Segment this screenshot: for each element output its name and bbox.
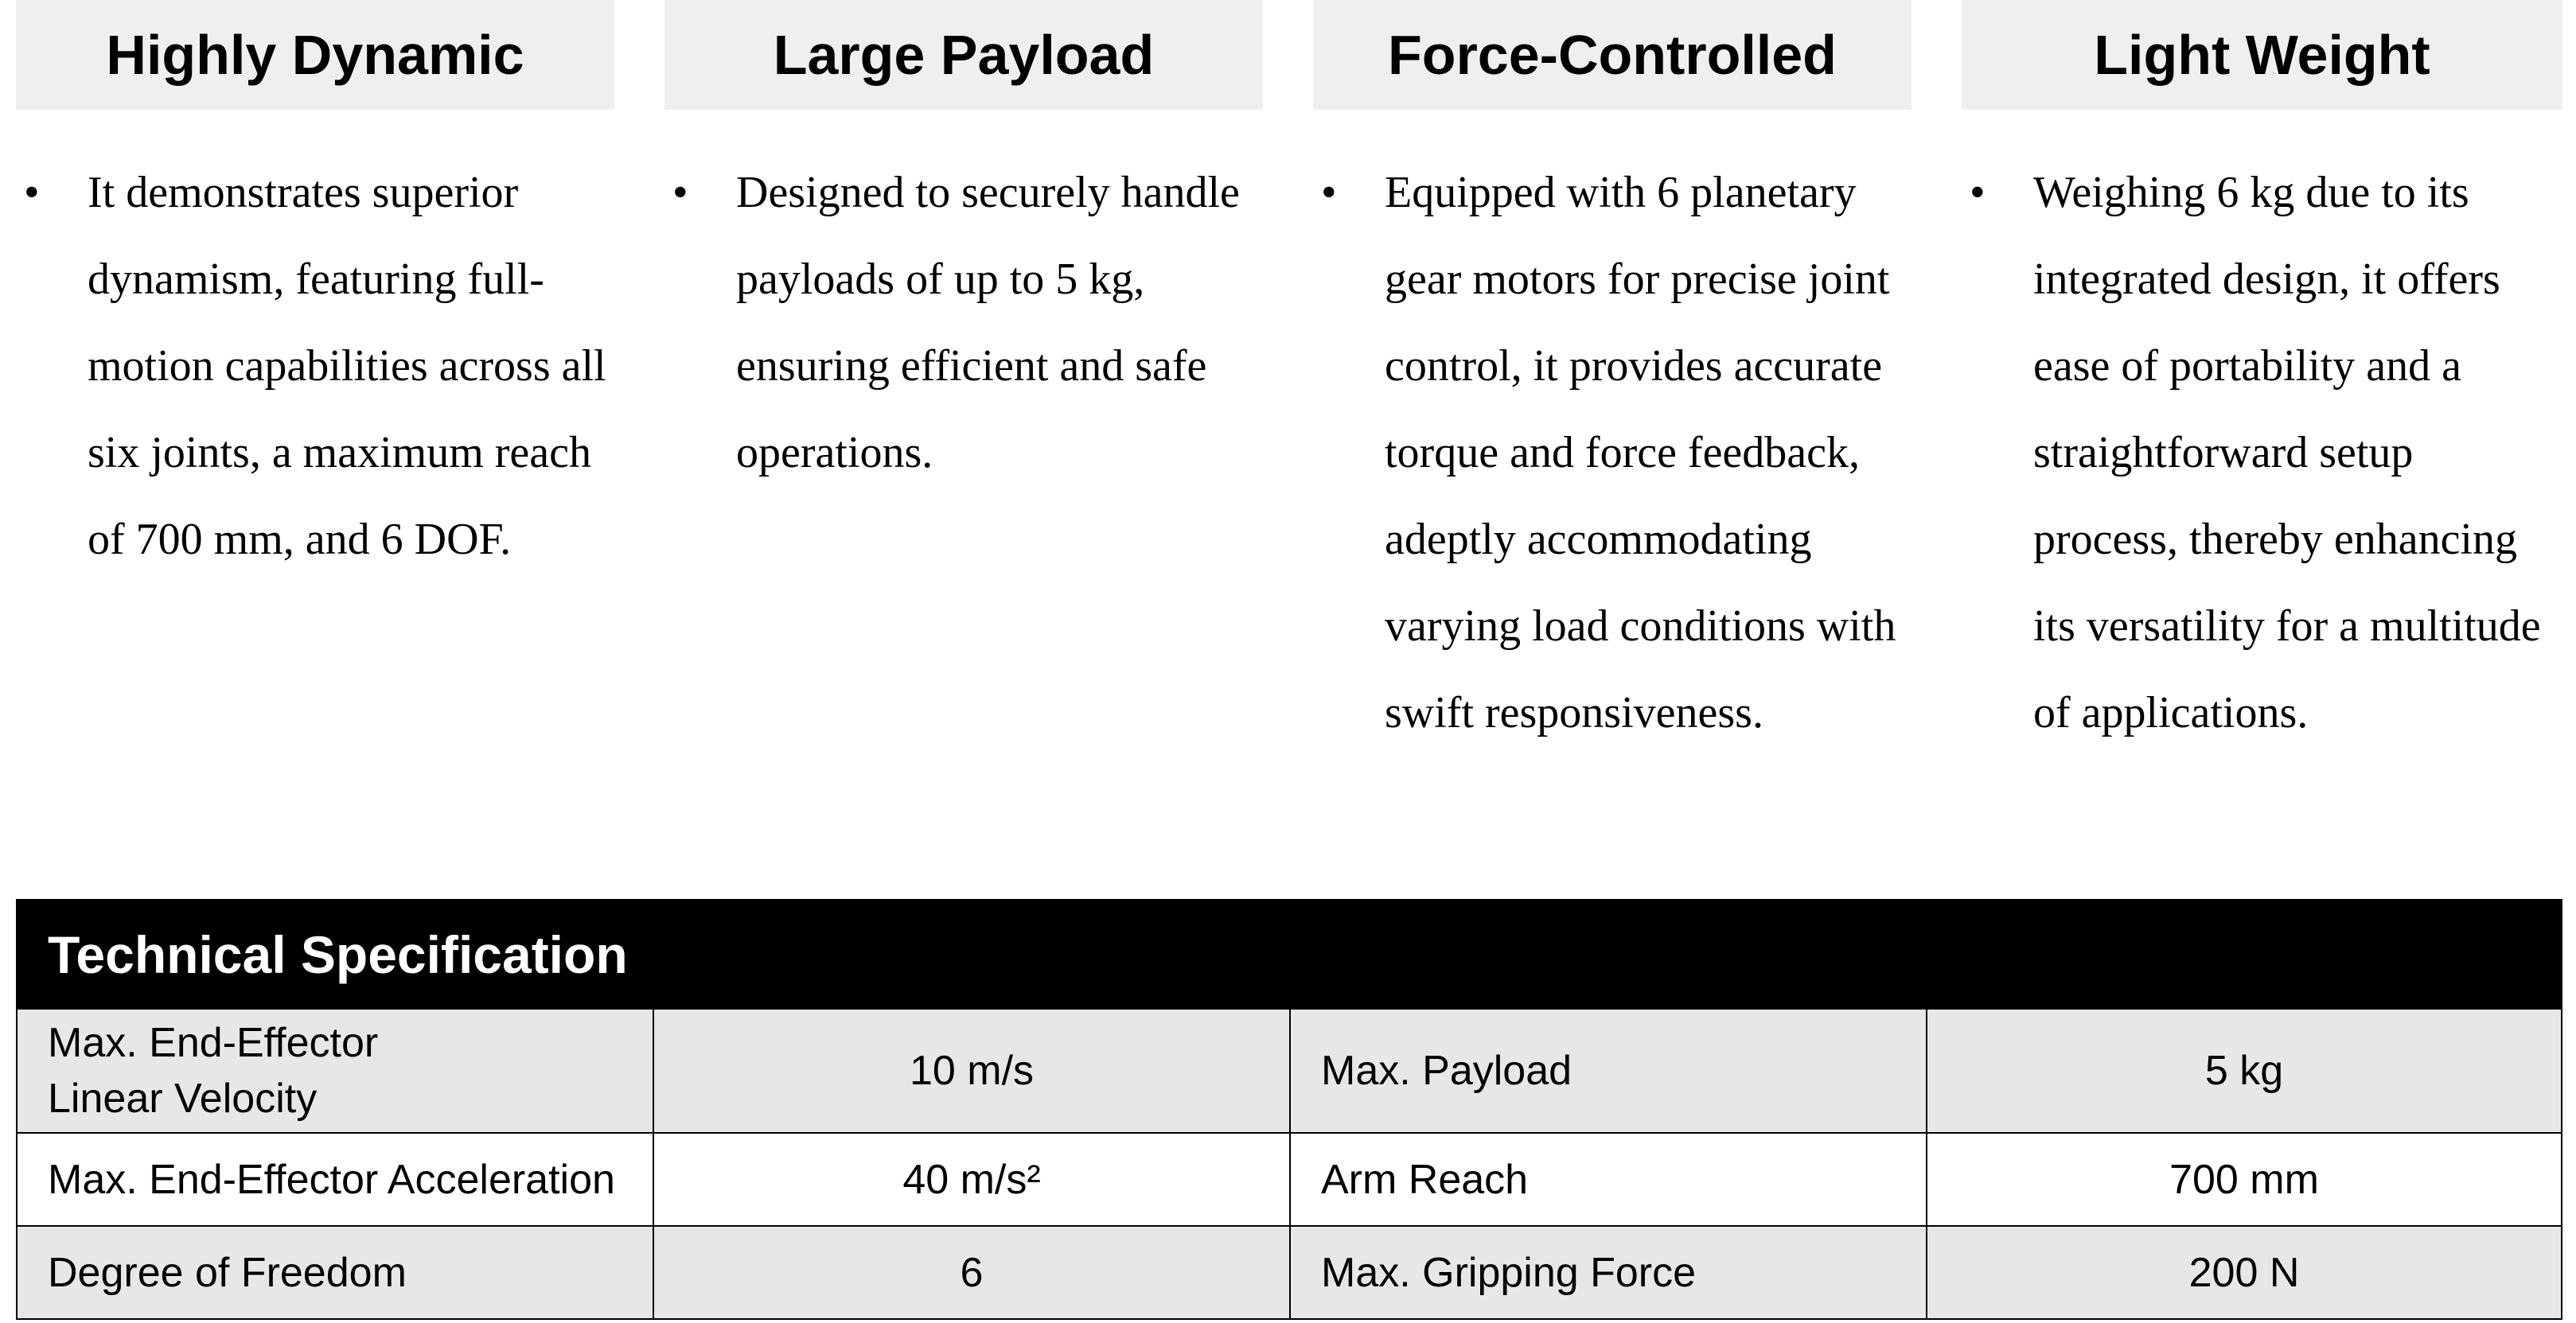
spec-value: 40 m/s² [653, 1133, 1290, 1226]
feature-title: Force-Controlled [1313, 0, 1912, 110]
table-row [17, 1009, 2562, 1133]
spec-label: Max. Payload [1290, 1009, 1927, 1133]
spec-value: 5 kg [1927, 1009, 2562, 1133]
bullet-icon: • [1321, 168, 1337, 217]
spec-label: Max. Gripping Force [1290, 1226, 1927, 1319]
feature-large-payload [664, 0, 1263, 496]
spec-value: 6 [653, 1226, 1290, 1319]
feature-description-block [664, 150, 1263, 496]
feature-description: Equipped with 6 planetary gear motors for precise joint control, it provides accurate torque and force feedback, adeptly accommodating varying load conditions with swift responsiveness. [1385, 168, 1896, 737]
feature-light-weight [1962, 0, 2562, 757]
spec-label: Degree of Freedom [17, 1226, 653, 1319]
table-row [17, 1226, 2562, 1319]
feature-description-block [1313, 150, 1912, 757]
spec-title-row [17, 900, 2562, 1009]
feature-columns [16, 0, 2562, 859]
bullet-icon: • [672, 168, 688, 217]
feature-description: Weighing 6 kg due to its integrated design, it offers ease of portability and a straightforward setup process, thereby enhancing its versatility for a multitude of applications. [2033, 168, 2541, 737]
spec-title: Technical Specification [17, 900, 2562, 1009]
spec-label-line: Max. End-Effector [48, 1020, 379, 1066]
feature-title: Light Weight [1962, 0, 2562, 110]
spec-label [17, 1009, 653, 1133]
feature-description: It demonstrates superior dynamism, featuring full-motion capabilities across all six joints, a maximum reach of 700 mm, and 6 DOF. [88, 168, 606, 564]
feature-description-block [16, 150, 614, 583]
bullet-icon: • [24, 168, 40, 217]
feature-force-controlled [1313, 0, 1912, 757]
feature-description-block [1962, 150, 2562, 757]
spec-value: 700 mm [1927, 1133, 2562, 1226]
spec-label: Arm Reach [1290, 1133, 1927, 1226]
spec-value: 200 N [1927, 1226, 2562, 1319]
technical-specification-table [16, 899, 2562, 1320]
spec-value: 10 m/s [653, 1009, 1290, 1133]
feature-title: Large Payload [664, 0, 1263, 110]
feature-description: Designed to securely handle payloads of up to 5 kg, ensuring efficient and safe operations. [736, 168, 1240, 477]
feature-title: Highly Dynamic [16, 0, 614, 110]
feature-highly-dynamic [16, 0, 614, 583]
spec-label: Max. End-Effector Acceleration [17, 1133, 653, 1226]
table-row [17, 1133, 2562, 1226]
spec-label-line: Linear Velocity [48, 1076, 318, 1122]
bullet-icon: • [1970, 168, 1986, 217]
